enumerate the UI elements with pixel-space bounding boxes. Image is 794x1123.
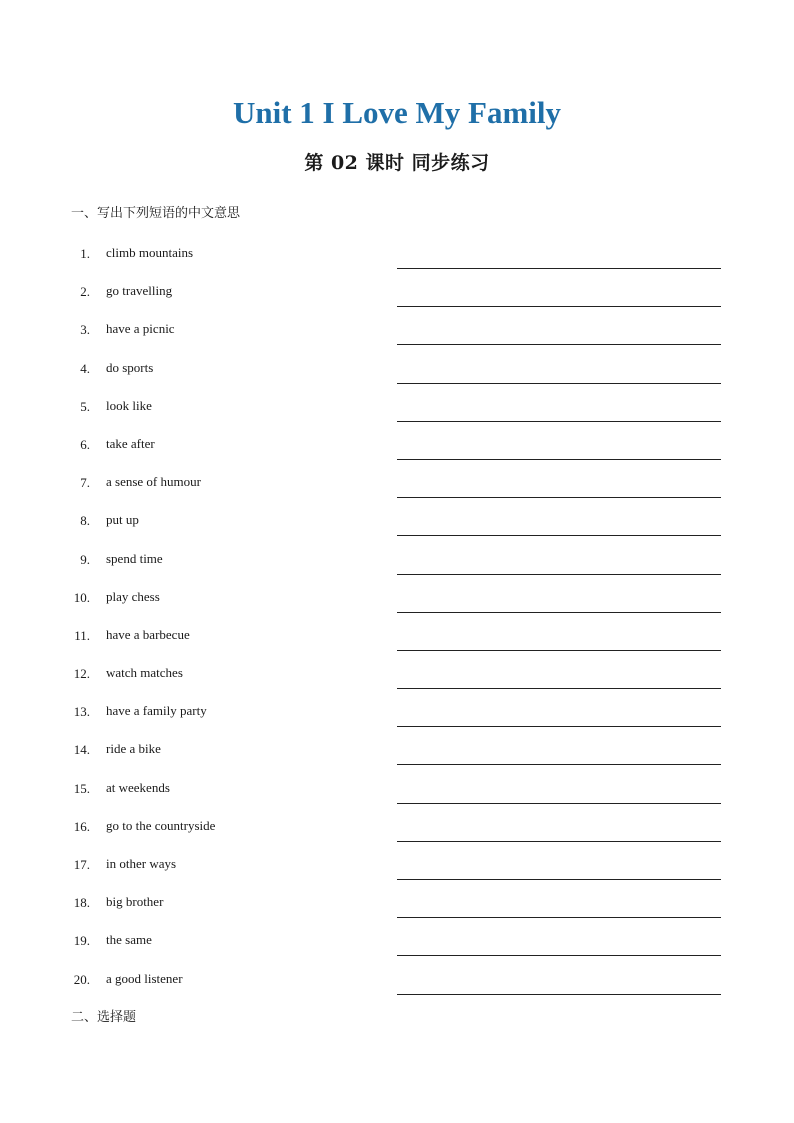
english-phrase: a good listener	[106, 970, 183, 986]
exercise-item	[0, 421, 794, 459]
english-phrase: spend time	[106, 550, 163, 566]
item-number: 10.	[73, 589, 90, 605]
item-number: 17.	[73, 857, 90, 872]
item-number: 11.	[74, 627, 90, 643]
english-phrase: have a picnic	[106, 321, 175, 337]
item-number: 8.	[80, 513, 90, 529]
item-number: 3.	[80, 322, 90, 338]
item-number: 13.	[73, 704, 90, 720]
exercise-item	[0, 956, 794, 994]
item-number: 2.	[80, 284, 90, 300]
exercise-item	[0, 917, 794, 955]
exercise-item	[0, 879, 794, 917]
english-phrase: the same	[106, 932, 152, 948]
exercise-item	[0, 841, 794, 879]
english-phrase: take after	[106, 435, 155, 451]
exercise-item	[0, 650, 794, 688]
exercise-item	[0, 306, 794, 344]
exercise-item	[0, 726, 794, 764]
english-phrase: go to the countryside	[106, 817, 216, 833]
english-phrase: have a family party	[106, 703, 207, 719]
english-phrase: in other ways	[106, 856, 177, 871]
english-phrase: a sense of humour	[106, 474, 201, 490]
item-number: 18.	[73, 895, 90, 911]
english-phrase: play chess	[106, 588, 160, 604]
item-number: 12.	[73, 666, 90, 682]
item-number: 1.	[80, 246, 90, 261]
item-number: 15.	[73, 780, 90, 796]
exercise-item	[0, 612, 794, 650]
english-phrase: watch matches	[106, 665, 183, 681]
exercise-item	[0, 345, 794, 383]
page-title: Unit 1 I Love My Family	[232, 95, 562, 130]
english-phrase: ride a bike	[106, 741, 161, 757]
answer-blank-line[interactable]	[397, 994, 721, 995]
item-number: 19.	[73, 933, 90, 949]
exercise-item	[0, 765, 794, 803]
exercise-item	[0, 574, 794, 612]
english-phrase: big brother	[106, 894, 164, 910]
section-heading-translate: 一、写出下列短语的中文意思	[71, 206, 241, 221]
exercise-item	[0, 383, 794, 421]
exercise-item	[0, 268, 794, 306]
item-number: 4.	[80, 360, 90, 376]
english-phrase: do sports	[106, 359, 154, 375]
item-number: 16.	[73, 818, 90, 834]
english-phrase: look like	[106, 397, 152, 413]
english-phrase: put up	[106, 512, 139, 528]
lesson-subtitle: 第 02 课时 同步练习	[304, 152, 490, 174]
item-number: 20.	[73, 971, 90, 987]
english-phrase: go travelling	[106, 283, 173, 299]
english-phrase: have a barbecue	[106, 626, 190, 642]
phrase-list	[0, 230, 794, 994]
english-phrase: at weekends	[106, 779, 170, 795]
item-number: 5.	[80, 398, 90, 414]
exercise-item	[0, 536, 794, 574]
exercise-item	[0, 230, 794, 268]
exercise-item	[0, 497, 794, 535]
section-heading-choice: 二、选择题	[71, 1010, 137, 1025]
item-number: 7.	[80, 475, 90, 491]
item-number: 9.	[80, 551, 90, 567]
item-number: 6.	[80, 436, 90, 452]
exercise-item	[0, 803, 794, 841]
exercise-item	[0, 459, 794, 497]
exercise-item	[0, 688, 794, 726]
english-phrase: climb mountains	[106, 245, 194, 260]
item-number: 14.	[73, 742, 90, 758]
